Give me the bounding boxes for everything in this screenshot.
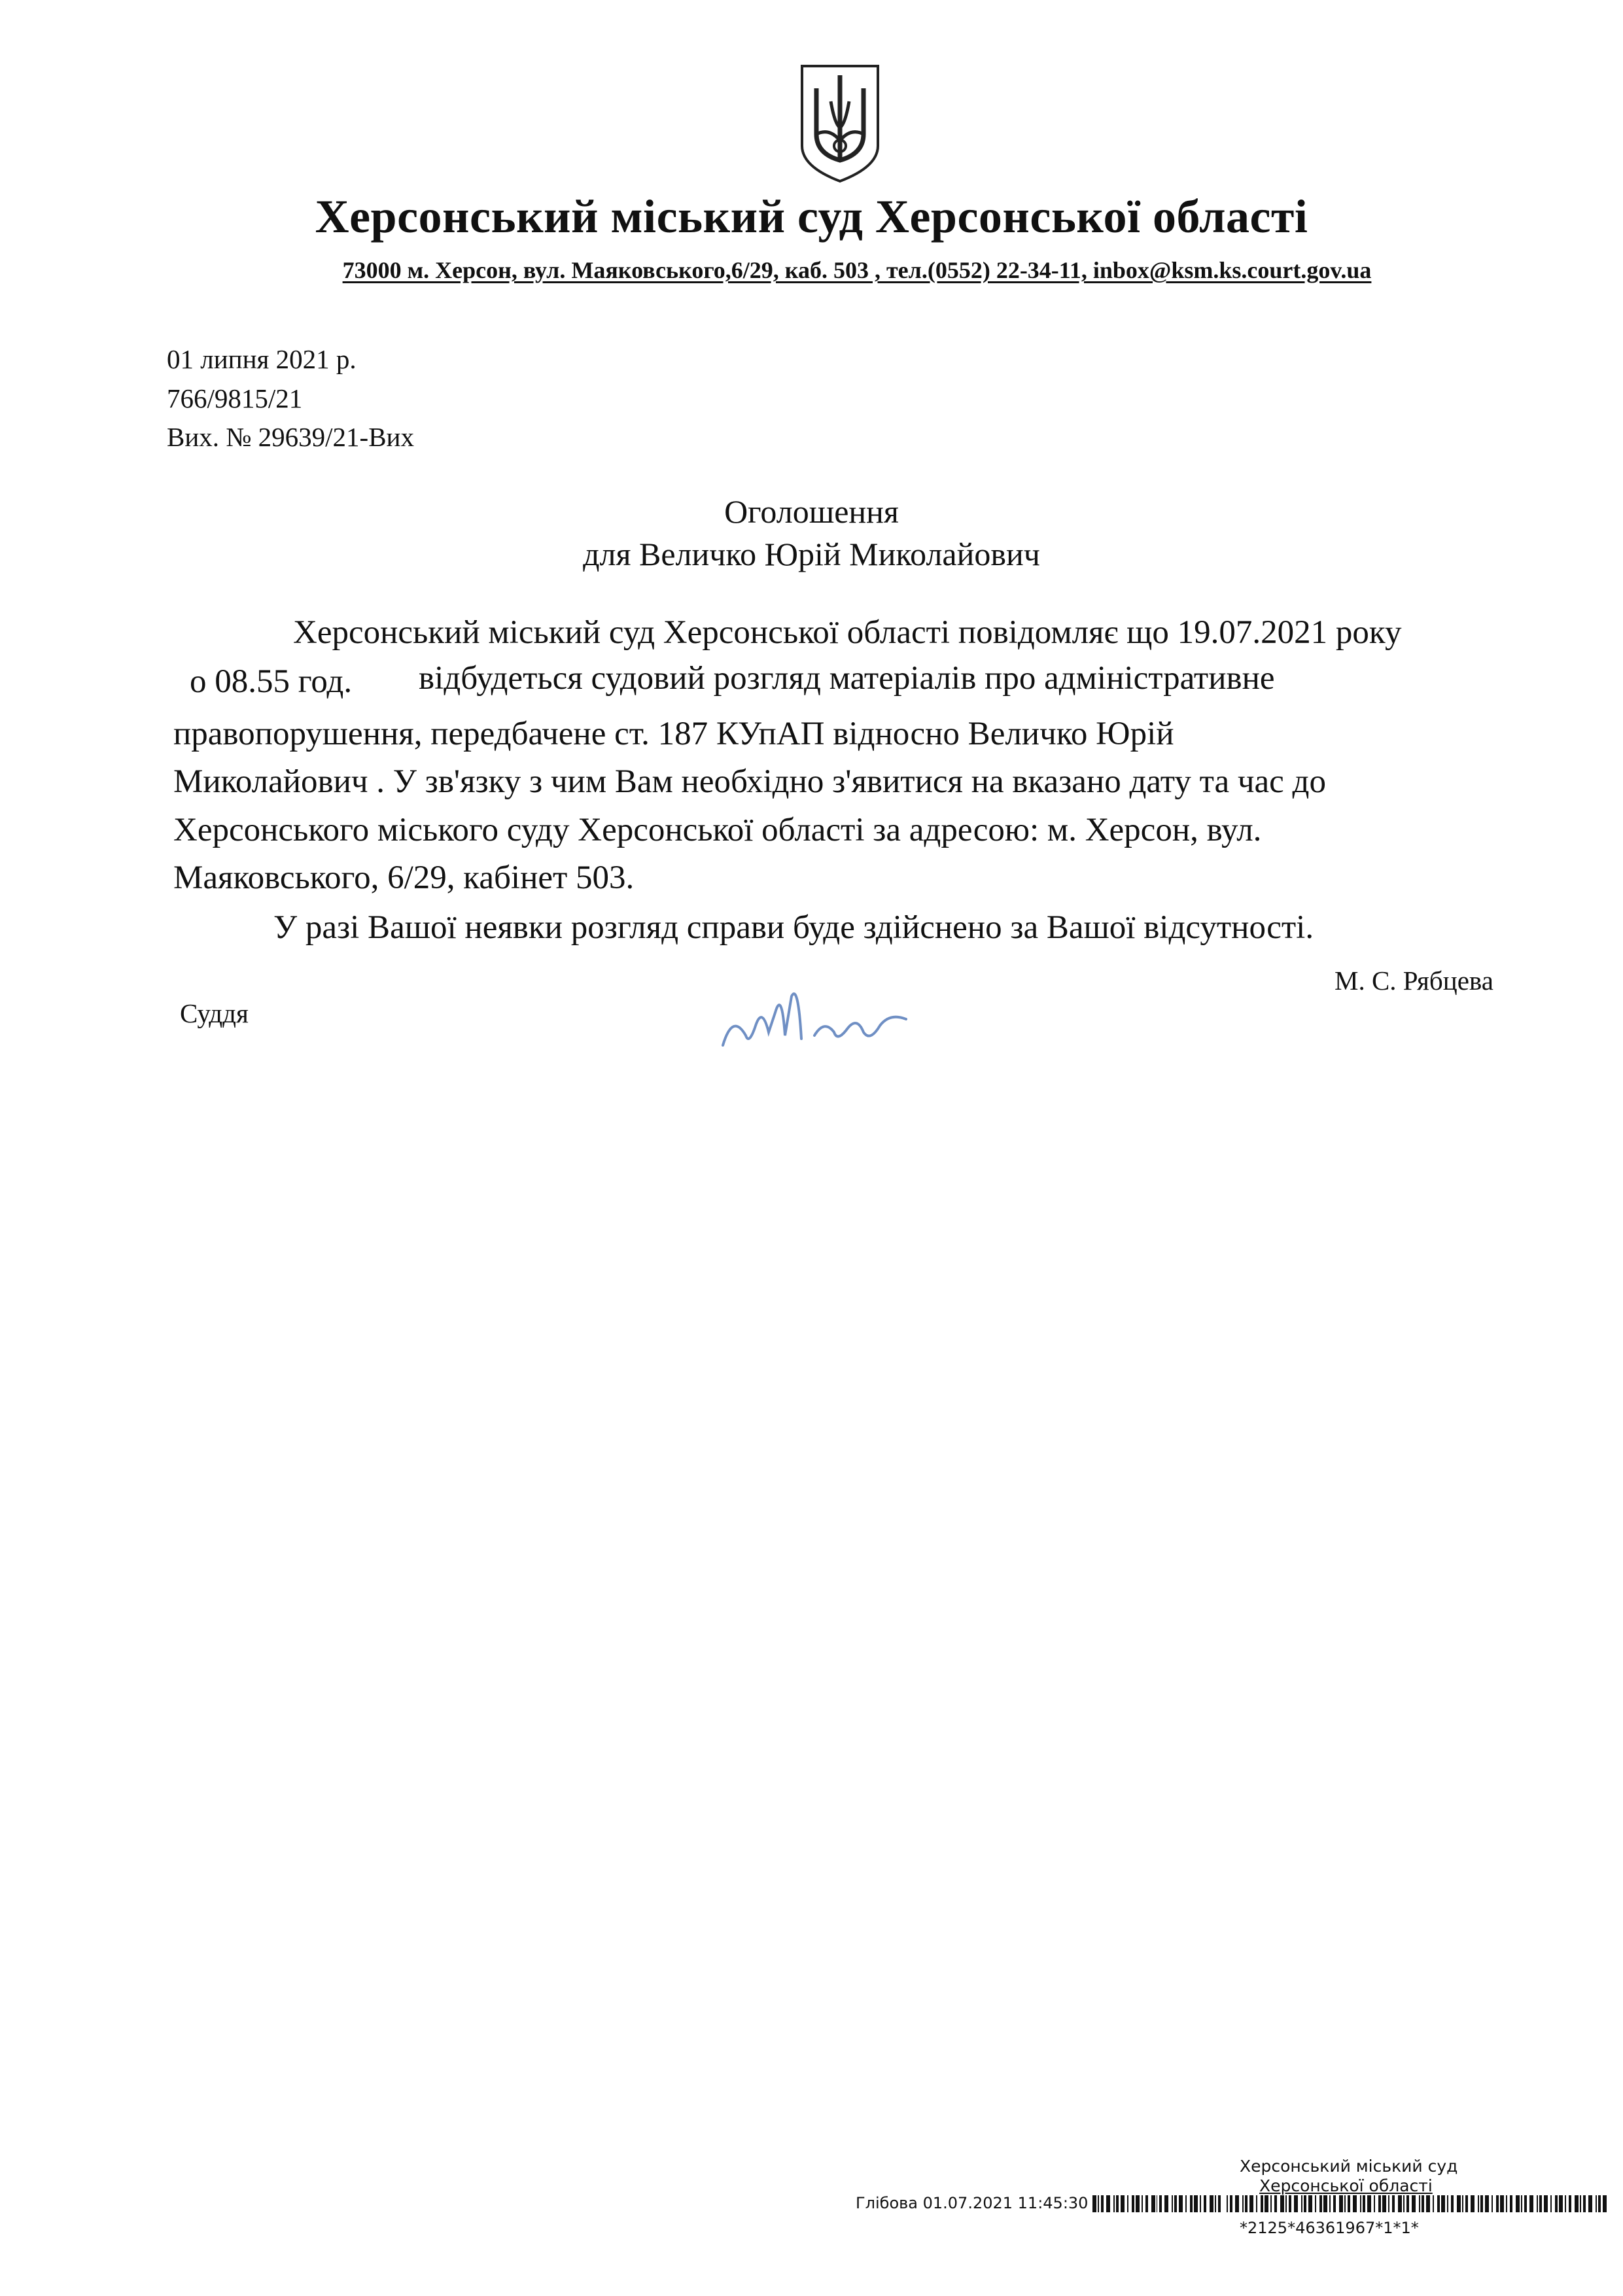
barcode-bar: [1249, 2195, 1253, 2212]
body-line: Херсонського міського суду Херсонської області за адресою: м. Херсон, вул.: [173, 812, 1262, 848]
outgoing-number: Вих. № 29639/21-Вих: [167, 422, 414, 452]
barcode-bar: [1555, 2195, 1558, 2212]
barcode-bar: [1559, 2195, 1563, 2212]
barcode-bar: [1426, 2195, 1430, 2212]
barcode: [1092, 2193, 1223, 2212]
barcode-bar: [1174, 2195, 1177, 2212]
barcode-bar: [1294, 2195, 1298, 2212]
body-line: відбудеться судовий розгляд матеріалів про адміністративне: [419, 660, 1275, 697]
barcode-bar: [1164, 2195, 1168, 2212]
barcode-bar: [1392, 2195, 1395, 2212]
barcode-bar: [1215, 2195, 1216, 2212]
barcode-bar: [1127, 2195, 1128, 2212]
trident-coat-of-arms-icon: [797, 62, 883, 184]
barcode-bar: [1289, 2195, 1291, 2212]
barcode-bar: [1285, 2195, 1287, 2212]
barcode-bar: [1506, 2195, 1507, 2212]
barcode-bar: [1419, 2195, 1420, 2212]
barcode-bar: [1308, 2195, 1312, 2212]
barcode-bar: [1194, 2195, 1198, 2212]
barcode-bar: [1261, 2195, 1263, 2212]
barcode-bar: [1200, 2195, 1201, 2212]
barcode-bar: [1588, 2195, 1592, 2212]
barcode-bar: [1132, 2195, 1134, 2212]
barcode-bar: [1157, 2195, 1158, 2212]
barcode-bar: [1151, 2195, 1155, 2212]
barcode-bar: [1596, 2195, 1597, 2212]
barcode-bar: [1422, 2195, 1424, 2212]
barcode-bar: [1179, 2195, 1183, 2212]
barcode-bar: [1580, 2195, 1581, 2212]
barcode-bar: [1353, 2195, 1357, 2212]
barcode-bar: [1098, 2195, 1099, 2212]
barcode-bar: [1539, 2195, 1542, 2212]
judge-label: Суддя: [180, 998, 249, 1028]
barcode-bar: [1256, 2195, 1257, 2212]
document-date: 01 липня 2021 р.: [167, 344, 357, 374]
barcode-bar: [1116, 2195, 1119, 2212]
barcode-bar: [1190, 2195, 1193, 2212]
barcode-bar: [1172, 2195, 1173, 2212]
barcode-bar: [1569, 2195, 1571, 2212]
court-address-line: 73000 м. Херсон, вул. Маяковського,6/29, каб. 503 , тел.(0552) 22-34-11, inbox@ksm.ks.court.gov.ua: [342, 257, 1372, 283]
barcode-bar: [1230, 2195, 1232, 2212]
barcode-bar: [1360, 2195, 1361, 2212]
barcode-bar: [1441, 2195, 1445, 2212]
barcode-bar: [1210, 2195, 1213, 2212]
barcode-bar: [1529, 2195, 1533, 2212]
barcode-bar: [1398, 2195, 1402, 2212]
barcode-number: *2125*46361967*1*1*: [1240, 2219, 1419, 2237]
barcode-bar: [1500, 2195, 1504, 2212]
stamp-line-region: Херсонської області: [1259, 2176, 1433, 2195]
barcode-bar: [1344, 2195, 1346, 2212]
barcode-bar: [1301, 2195, 1302, 2212]
stamp-line-court: Херсонський міський суд: [1240, 2157, 1458, 2176]
barcode-bar: [1101, 2195, 1104, 2212]
barcode-bar: [1113, 2195, 1115, 2212]
barcode-bar: [1218, 2195, 1221, 2212]
barcode-bar: [1447, 2195, 1448, 2212]
barcode-bar: [1496, 2195, 1499, 2212]
barcode-bar: [1598, 2195, 1601, 2212]
court-name-heading: Херсонський міський суд Херсонської області: [315, 190, 1308, 243]
barcode-bar: [1145, 2195, 1148, 2212]
barcode-bar: [1492, 2195, 1493, 2212]
barcode-bar: [1374, 2195, 1375, 2212]
barcode-bar: [1412, 2195, 1416, 2212]
barcode-bar: [1471, 2195, 1475, 2212]
barcode-bar: [1524, 2195, 1527, 2212]
notice-title: Оголошення: [724, 493, 899, 530]
barcode-bar: [1437, 2195, 1440, 2212]
barcode-bar: [1339, 2195, 1343, 2212]
barcode-bar: [1480, 2195, 1483, 2212]
barcode-bar: [1136, 2195, 1140, 2212]
barcode-bar: [1227, 2195, 1228, 2212]
barcode-bar: [1403, 2195, 1405, 2212]
barcode-bar: [1121, 2195, 1125, 2212]
body-line: Херсонський міський суд Херсонської області повідомляє що 19.07.2021 року: [293, 614, 1402, 651]
barcode-bar: [1575, 2195, 1579, 2212]
case-number: 766/9815/21: [167, 383, 303, 413]
barcode-bar: [1159, 2195, 1162, 2212]
barcode-bar: [1433, 2195, 1434, 2212]
body-line: Маяковського, 6/29, кабінет 503.: [173, 860, 635, 896]
barcode-bar: [1457, 2195, 1461, 2212]
barcode: [1227, 2193, 1613, 2212]
barcode-bar: [1565, 2195, 1566, 2212]
barcode-bar: [1465, 2195, 1468, 2212]
handwritten-signature-icon: [710, 973, 926, 1058]
barcode-bar: [1382, 2195, 1386, 2212]
barcode-bar: [1388, 2195, 1389, 2212]
barcode-bar: [1550, 2195, 1552, 2212]
barcode-bar: [1304, 2195, 1306, 2212]
barcode-bar: [1274, 2195, 1277, 2212]
barcode-bar: [1142, 2195, 1143, 2212]
barcode-bar: [1510, 2195, 1512, 2212]
barcode-bar: [1462, 2195, 1463, 2212]
barcode-bar: [1348, 2195, 1350, 2212]
notice-recipient: для Величко Юрій Миколайович: [583, 536, 1040, 572]
barcode-bar: [1367, 2195, 1371, 2212]
barcode-bar: [1544, 2195, 1548, 2212]
barcode-bar: [1329, 2195, 1331, 2212]
barcode-bar: [1092, 2195, 1096, 2212]
barcode-bar: [1235, 2195, 1239, 2212]
barcode-bar: [1280, 2195, 1284, 2212]
judge-name: М. С. Рябцева: [1335, 965, 1493, 996]
barcode-bar: [1485, 2195, 1489, 2212]
barcode-bar: [1315, 2195, 1316, 2212]
barcode-bar: [1270, 2195, 1272, 2212]
body-line: правопорушення, передбачене ст. 187 КУпАП відносно Величко Юрій: [173, 716, 1174, 752]
barcode-bar: [1478, 2195, 1479, 2212]
barcode-bar: [1378, 2195, 1381, 2212]
body-line: Миколайович . У зв'язку з чим Вам необхідно з'явитися на вказано дату та час до: [173, 763, 1326, 800]
registrar-timestamp: Глібова 01.07.2021 11:45:30: [856, 2194, 1089, 2212]
barcode-bar: [1537, 2195, 1538, 2212]
body-line: о 08.55 год.: [190, 663, 353, 700]
barcode-bar: [1583, 2195, 1586, 2212]
barcode-bar: [1265, 2195, 1268, 2212]
barcode-bar: [1333, 2195, 1336, 2212]
barcode-bar: [1451, 2195, 1454, 2212]
barcode-bar: [1204, 2195, 1206, 2212]
barcode-bar: [1521, 2195, 1522, 2212]
barcode-bar: [1245, 2195, 1248, 2212]
barcode-bar: [1319, 2195, 1322, 2212]
barcode-bar: [1106, 2195, 1110, 2212]
barcode-bar: [1242, 2195, 1244, 2212]
body-line: У разі Вашої неявки розгляд справи буде здійснено за Вашої відсутності.: [273, 909, 1314, 946]
barcode-bar: [1603, 2195, 1607, 2212]
barcode-bar: [1406, 2195, 1409, 2212]
barcode-bar: [1516, 2195, 1520, 2212]
barcode-bar: [1363, 2195, 1365, 2212]
barcode-bar: [1323, 2195, 1327, 2212]
barcode-bar: [1185, 2195, 1187, 2212]
